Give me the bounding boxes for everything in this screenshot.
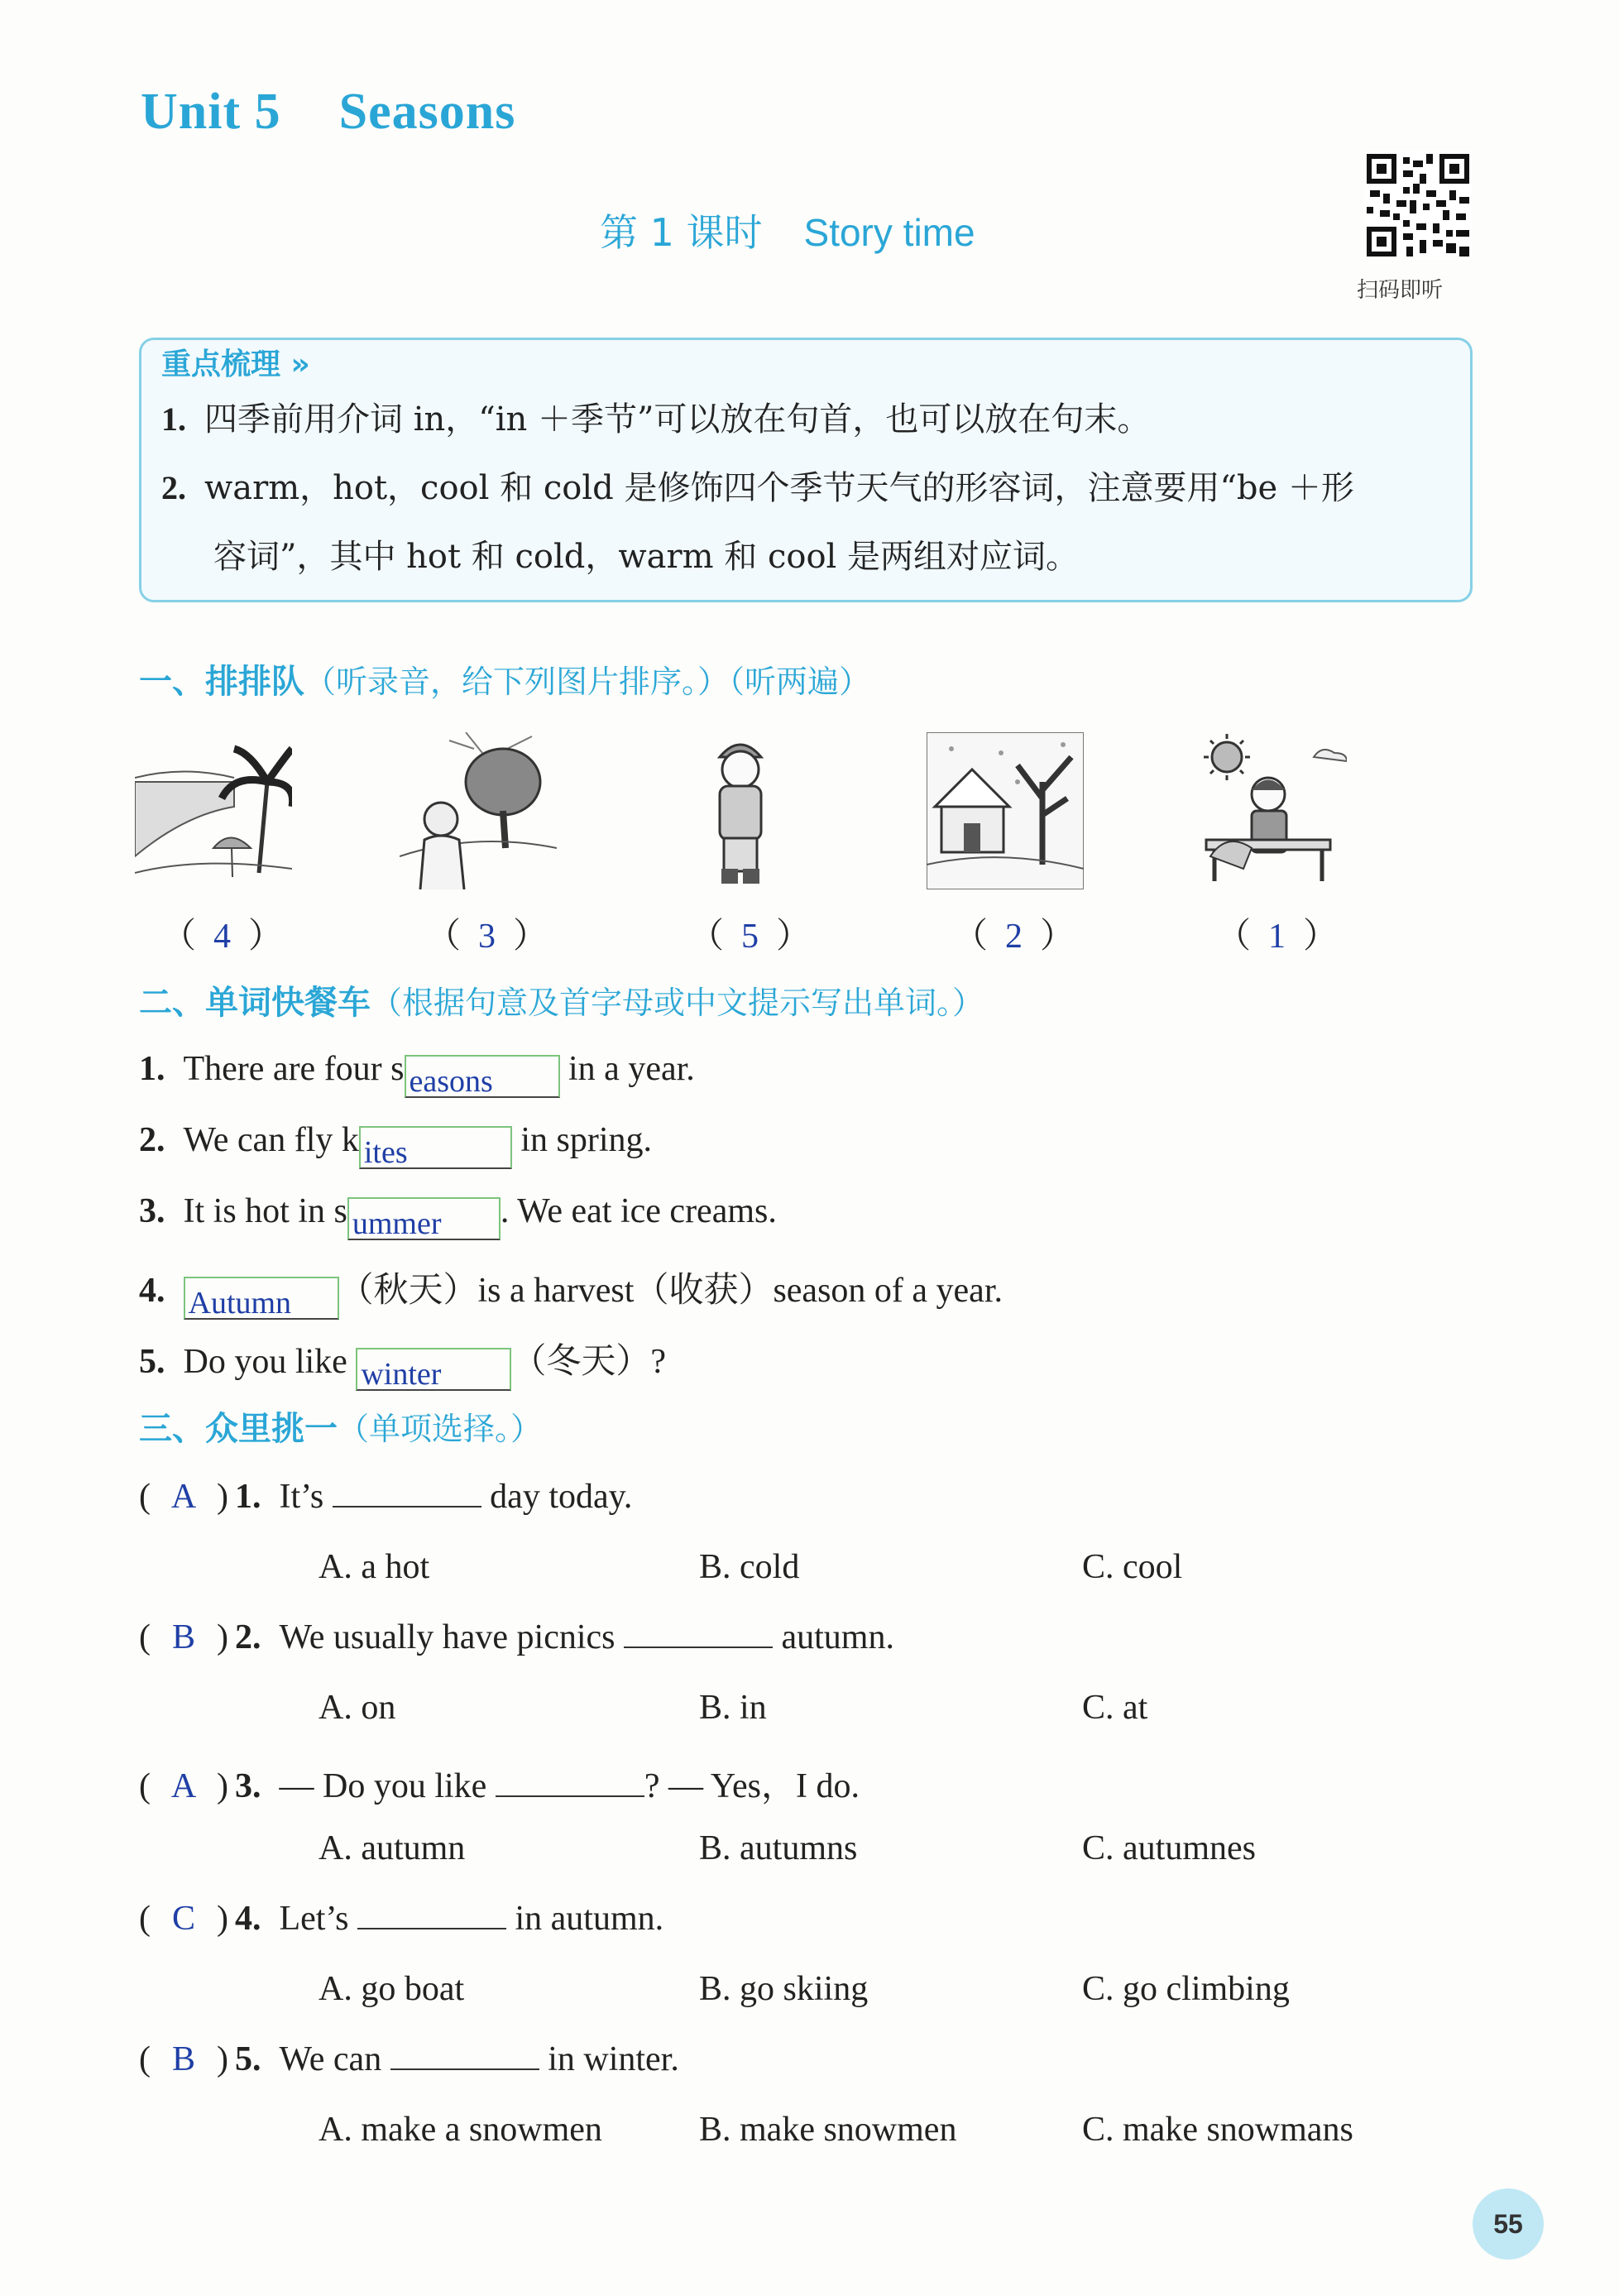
q3-option-c[interactable]: C. autumnes <box>1082 1829 1256 1867</box>
q3-option-a[interactable]: A. autumn <box>319 1829 466 1867</box>
q4-option-c[interactable]: C. go climbing <box>1082 1970 1290 2008</box>
q4-option-a[interactable]: A. go boat <box>319 1970 465 2008</box>
question-3: ( A ) 3. — Do you like ? — Yes，I do. <box>139 1767 860 1805</box>
question-2-blank <box>624 1638 773 1648</box>
word-answer-4[interactable]: Autumn <box>184 1277 339 1320</box>
question-3-blank <box>496 1787 644 1797</box>
question-1-blank <box>333 1498 481 1507</box>
pic-answer-4: （ 2 ） <box>953 918 1075 956</box>
q1-option-c[interactable]: C. cool <box>1082 1548 1183 1586</box>
unit-topic: Seasons <box>338 84 516 140</box>
q2-option-b[interactable]: B. in <box>699 1689 767 1727</box>
question-4: ( C ) 4. Let’s in autumn. <box>139 1900 664 1938</box>
question-1: ( A ) 1. It’s day today. <box>139 1478 633 1516</box>
snowy-house-picture-icon <box>927 732 1084 889</box>
q4-option-b[interactable]: B. go skiing <box>699 1970 869 2008</box>
key-points-label: 重点梳理 » <box>161 348 310 381</box>
word-item-5: 5. Do you like winter （冬天）? <box>139 1343 666 1392</box>
question-5: ( B ) 5. We can in winter. <box>139 2040 679 2078</box>
section-2-title: 二、单词快餐车（根据句意及首字母或中文提示写出单词。） <box>139 984 984 1022</box>
section-1-title: 一、排排队（听录音，给下列图片排序。）（听两遍） <box>139 663 871 701</box>
q5-option-b[interactable]: B. make snowmen <box>699 2111 957 2149</box>
unit-number: Unit 5 <box>141 84 281 140</box>
lesson-number: 第 1 课时 <box>600 210 763 255</box>
question-2: ( B ) 2. We usually have picnics autumn. <box>139 1618 894 1656</box>
section-3-title: 三、众里挑一（单项选择。） <box>139 1410 543 1448</box>
pic-answer-1: （ 4 ） <box>161 918 284 956</box>
word-item-4: 4. Autumn （秋天）is a harvest（收获）season of a year. <box>139 1272 1003 1321</box>
pic-answer-3: （ 5 ） <box>689 918 812 956</box>
question-2-answer[interactable]: B <box>171 1618 195 1656</box>
pic-answer-2: （ 3 ） <box>426 918 548 956</box>
beach-picture-icon <box>135 732 292 889</box>
sunny-bench-picture-icon <box>1190 732 1347 889</box>
windy-tree-picture-icon <box>400 732 557 889</box>
word-answer-2[interactable]: ites <box>359 1126 512 1169</box>
word-answer-5[interactable]: winter <box>356 1348 511 1391</box>
word-item-3: 3. It is hot in s ummer . We eat ice creams. <box>139 1192 777 1241</box>
lesson-name: Story time <box>803 211 975 254</box>
qr-caption: 扫码即听 <box>1357 278 1444 303</box>
word-answer-3[interactable]: ummer <box>347 1197 501 1240</box>
key-point-1: 1. 四季前用介词 in，“in ＋季节”可以放在句首，也可以放在句末。 <box>161 400 1151 439</box>
page-number: 55 <box>1473 2188 1544 2260</box>
q3-option-b[interactable]: B. autumns <box>699 1829 858 1867</box>
pic-answer-5: （ 1 ） <box>1216 918 1339 956</box>
question-3-answer[interactable]: A <box>170 1767 197 1805</box>
lesson-title <box>600 203 975 257</box>
question-4-answer[interactable]: C <box>171 1900 195 1938</box>
qr-code-icon[interactable] <box>1363 151 1473 260</box>
q2-option-a[interactable]: A. on <box>319 1689 396 1727</box>
question-5-blank <box>390 2060 539 2070</box>
key-point-2-cont: 容词”，其中 hot 和 cold，warm 和 cool 是两组对应词。 <box>213 538 1080 576</box>
word-answer-1[interactable]: easons <box>405 1055 560 1098</box>
question-4-blank <box>357 1920 506 1929</box>
question-5-answer[interactable]: B <box>171 2040 195 2078</box>
winter-boy-picture-icon <box>662 732 819 889</box>
q1-option-a[interactable]: A. a hot <box>319 1548 430 1586</box>
question-1-answer[interactable]: A <box>170 1478 197 1516</box>
word-item-2: 2. We can fly k ites in spring. <box>139 1121 653 1170</box>
q5-option-a[interactable]: A. make a snowmen <box>319 2111 602 2149</box>
q1-option-b[interactable]: B. cold <box>699 1548 800 1586</box>
q2-option-c[interactable]: C. at <box>1082 1689 1148 1727</box>
q5-option-c[interactable]: C. make snowmans <box>1082 2111 1353 2149</box>
key-point-2: 2. warm，hot，cool 和 cold 是修饰四个季节天气的形容词，注意要用“be ＋形 <box>161 469 1354 507</box>
word-item-1: 1. There are four s easons in a year. <box>139 1050 695 1099</box>
unit-title <box>141 83 515 141</box>
